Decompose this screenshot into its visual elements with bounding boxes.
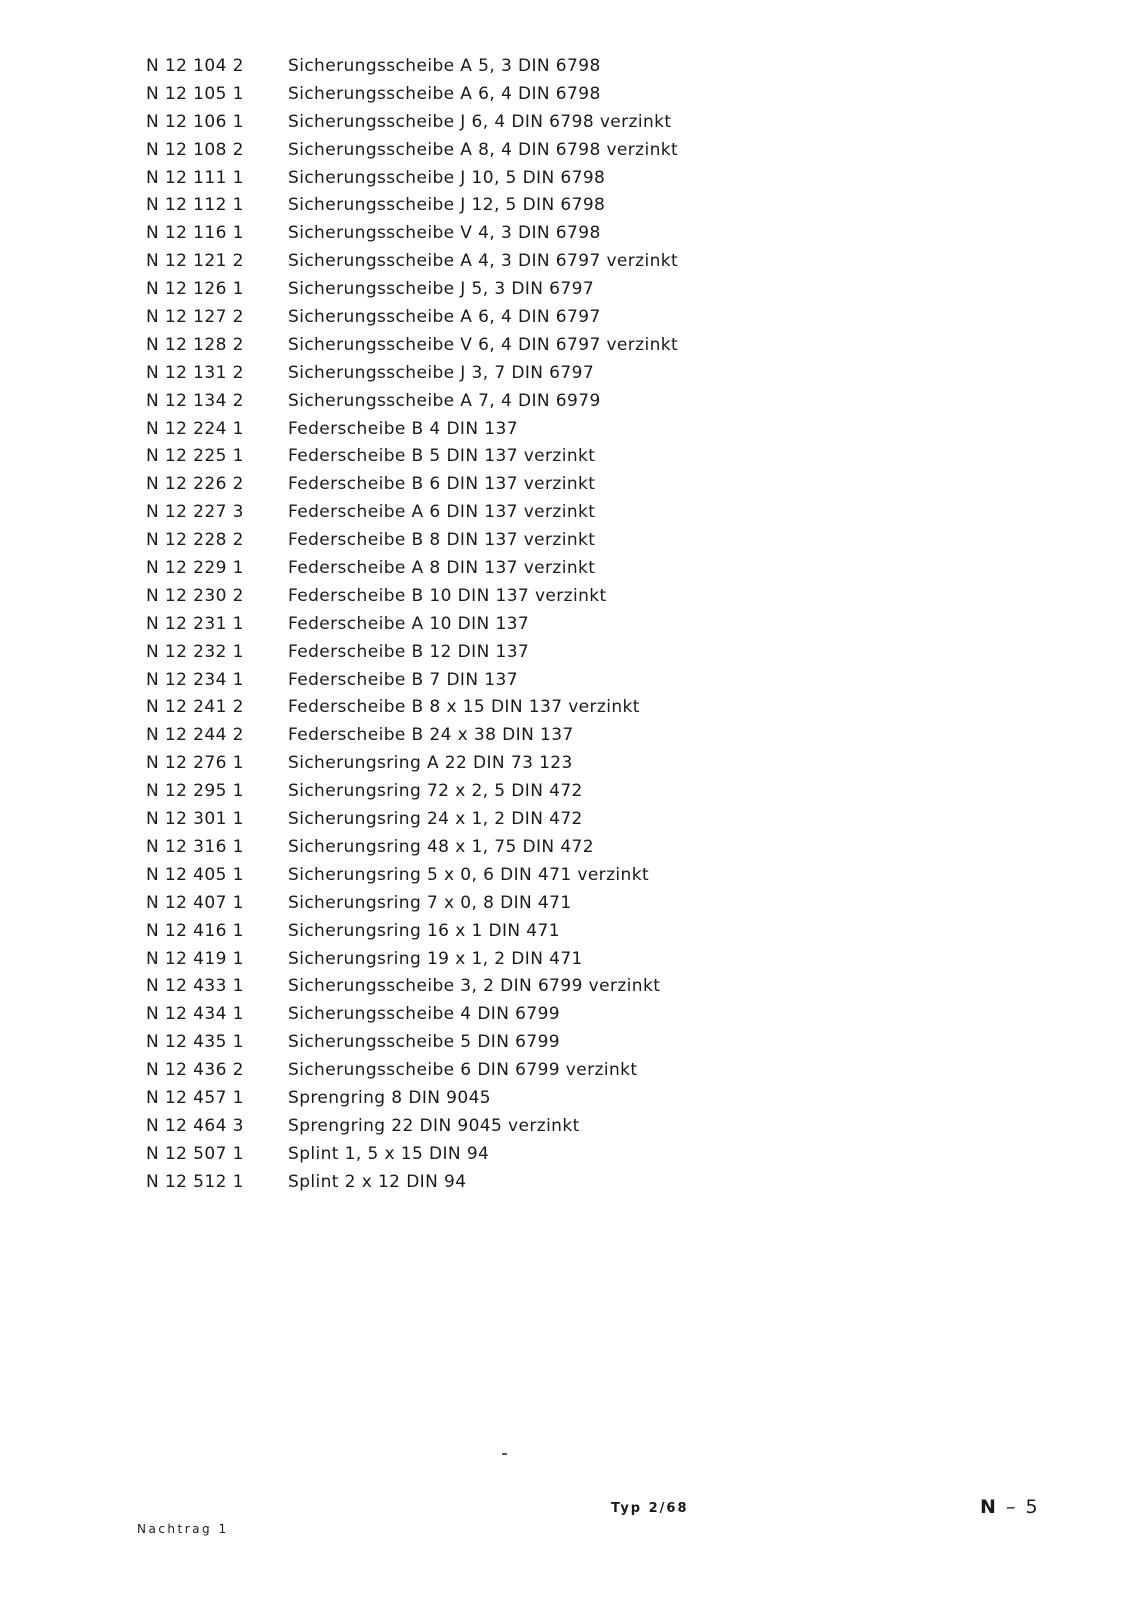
part-row [146, 642, 786, 670]
part-row [146, 1172, 786, 1200]
part-description: Sprengring 22 DIN 9045 verzinkt [288, 1115, 580, 1136]
part-row [146, 558, 786, 586]
part-row [146, 837, 786, 865]
part-number: N 12 295 1 [146, 781, 244, 802]
part-description: Sicherungsring 5 x 0, 6 DIN 471 verzinkt [288, 864, 650, 885]
part-row [146, 168, 786, 196]
part-row [146, 893, 786, 921]
part-description: Sicherungsring 24 x 1, 2 DIN 472 [288, 809, 583, 830]
part-number: N 12 436 2 [146, 1060, 244, 1081]
part-description: Federscheibe A 6 DIN 137 verzinkt [288, 502, 596, 523]
part-number: N 12 108 2 [146, 139, 244, 160]
part-description: Sicherungsscheibe J 10, 5 DIN 6798 [288, 167, 606, 188]
part-description: Sicherungsscheibe V 4, 3 DIN 6798 [288, 223, 601, 244]
part-row [146, 781, 786, 809]
part-row [146, 419, 786, 447]
part-row [146, 112, 786, 140]
part-row [146, 697, 786, 725]
part-number: N 12 244 2 [146, 725, 244, 746]
part-description: Sicherungsring 7 x 0, 8 DIN 471 [288, 892, 572, 913]
part-number: N 12 126 1 [146, 279, 244, 300]
part-number: N 12 407 1 [146, 892, 244, 913]
part-row [146, 56, 786, 84]
part-number: N 12 433 1 [146, 976, 244, 997]
part-description: Federscheibe B 24 x 38 DIN 137 [288, 725, 574, 746]
part-number: N 12 419 1 [146, 948, 244, 969]
part-description: Sicherungsscheibe 3, 2 DIN 6799 verzinkt [288, 976, 661, 997]
part-number: N 12 230 2 [146, 585, 244, 606]
part-number: N 12 228 2 [146, 530, 244, 551]
part-row [146, 446, 786, 474]
part-row [146, 1032, 786, 1060]
part-row [146, 1144, 786, 1172]
part-description: Sicherungsscheibe A 7, 4 DIN 6979 [288, 390, 601, 411]
part-number: N 12 225 1 [146, 446, 244, 467]
scan-speck [502, 1453, 507, 1455]
part-number: N 12 512 1 [146, 1171, 244, 1192]
part-row [146, 84, 786, 112]
part-number: N 12 234 1 [146, 669, 244, 690]
part-description: Sicherungsring A 22 DIN 73 123 [288, 753, 573, 774]
part-description: Sicherungsscheibe J 3, 7 DIN 6797 [288, 362, 595, 383]
part-description: Sicherungsscheibe 6 DIN 6799 verzinkt [288, 1060, 638, 1081]
part-row [146, 614, 786, 642]
part-row [146, 195, 786, 223]
part-number: N 12 226 2 [146, 474, 244, 495]
part-row [146, 502, 786, 530]
part-description: Sicherungsring 72 x 2, 5 DIN 472 [288, 781, 583, 802]
part-row [146, 363, 786, 391]
part-number: N 12 464 3 [146, 1115, 244, 1136]
part-row [146, 753, 786, 781]
part-number: N 12 435 1 [146, 1032, 244, 1053]
page-letter: N [980, 1496, 998, 1518]
part-number: N 12 111 1 [146, 167, 244, 188]
part-description: Sicherungsscheibe 5 DIN 6799 [288, 1032, 561, 1053]
part-description: Sicherungsscheibe J 12, 5 DIN 6798 [288, 195, 606, 216]
part-description: Splint 2 x 12 DIN 94 [288, 1171, 467, 1192]
part-number: N 12 316 1 [146, 836, 244, 857]
part-description: Sicherungsring 16 x 1 DIN 471 [288, 920, 560, 941]
part-number: N 12 231 1 [146, 613, 244, 634]
part-number: N 12 127 2 [146, 307, 244, 328]
part-description: Federscheibe B 7 DIN 137 [288, 669, 518, 690]
part-number: N 12 507 1 [146, 1143, 244, 1164]
part-row [146, 251, 786, 279]
part-number: N 12 276 1 [146, 753, 244, 774]
part-description: Sicherungsscheibe A 6, 4 DIN 6798 [288, 83, 601, 104]
part-number: N 12 106 1 [146, 111, 244, 132]
part-description: Sicherungsscheibe A 5, 3 DIN 6798 [288, 56, 601, 76]
part-number: N 12 112 1 [146, 195, 244, 216]
part-description: Sicherungsscheibe A 4, 3 DIN 6797 verzinkt [288, 251, 679, 272]
page-number [980, 1496, 1040, 1518]
type-label: Typ 2/68 [611, 1501, 689, 1516]
part-number: N 12 241 2 [146, 697, 244, 718]
part-number: N 12 227 3 [146, 502, 244, 523]
part-row [146, 474, 786, 502]
part-description: Splint 1, 5 x 15 DIN 94 [288, 1143, 490, 1164]
part-number: N 12 232 1 [146, 641, 244, 662]
part-row [146, 335, 786, 363]
part-description: Federscheibe B 5 DIN 137 verzinkt [288, 446, 596, 467]
part-description: Sicherungsscheibe V 6, 4 DIN 6797 verzinkt [288, 334, 679, 355]
part-row [146, 140, 786, 168]
part-number: N 12 405 1 [146, 864, 244, 885]
part-row [146, 949, 786, 977]
part-number: N 12 104 2 [146, 56, 244, 76]
part-number: N 12 229 1 [146, 558, 244, 579]
part-number: N 12 116 1 [146, 223, 244, 244]
part-row [146, 586, 786, 614]
part-description: Federscheibe B 8 DIN 137 verzinkt [288, 530, 596, 551]
part-row [146, 976, 786, 1004]
part-row [146, 921, 786, 949]
part-row [146, 530, 786, 558]
part-number: N 12 457 1 [146, 1087, 244, 1108]
part-row [146, 1088, 786, 1116]
part-row [146, 809, 786, 837]
part-row [146, 307, 786, 335]
part-description: Federscheibe A 8 DIN 137 verzinkt [288, 558, 596, 579]
part-row [146, 1116, 786, 1144]
part-description: Sicherungsscheibe J 6, 4 DIN 6798 verzinkt [288, 111, 672, 132]
part-row [146, 223, 786, 251]
part-row [146, 1004, 786, 1032]
part-number: N 12 434 1 [146, 1004, 244, 1025]
part-number: N 12 105 1 [146, 83, 244, 104]
part-description: Sprengring 8 DIN 9045 [288, 1087, 492, 1108]
part-description: Sicherungsscheibe J 5, 3 DIN 6797 [288, 279, 595, 300]
part-row [146, 865, 786, 893]
part-number: N 12 121 2 [146, 251, 244, 272]
part-description: Sicherungsring 48 x 1, 75 DIN 472 [288, 836, 594, 857]
part-description: Federscheibe B 10 DIN 137 verzinkt [288, 585, 607, 606]
part-description: Sicherungsring 19 x 1, 2 DIN 471 [288, 948, 583, 969]
part-row [146, 279, 786, 307]
part-number: N 12 134 2 [146, 390, 244, 411]
part-number: N 12 131 2 [146, 362, 244, 383]
part-number: N 12 128 2 [146, 334, 244, 355]
part-number: N 12 301 1 [146, 809, 244, 830]
part-description: Sicherungsscheibe A 6, 4 DIN 6797 [288, 307, 601, 328]
part-description: Sicherungsscheibe 4 DIN 6799 [288, 1004, 561, 1025]
part-description: Federscheibe B 8 x 15 DIN 137 verzinkt [288, 697, 640, 718]
part-description: Federscheibe B 6 DIN 137 verzinkt [288, 474, 596, 495]
part-row [146, 670, 786, 698]
part-row [146, 391, 786, 419]
part-number: N 12 224 1 [146, 418, 244, 439]
parts-list [146, 56, 786, 1200]
part-description: Federscheibe A 10 DIN 137 [288, 613, 530, 634]
part-row [146, 725, 786, 753]
supplement-label: Nachtrag 1 [137, 1522, 229, 1536]
part-description: Federscheibe B 4 DIN 137 [288, 418, 518, 439]
part-description: Federscheibe B 12 DIN 137 [288, 641, 530, 662]
page-suffix: – 5 [1005, 1496, 1040, 1518]
part-row [146, 1060, 786, 1088]
part-number: N 12 416 1 [146, 920, 244, 941]
part-description: Sicherungsscheibe A 8, 4 DIN 6798 verzinkt [288, 139, 679, 160]
